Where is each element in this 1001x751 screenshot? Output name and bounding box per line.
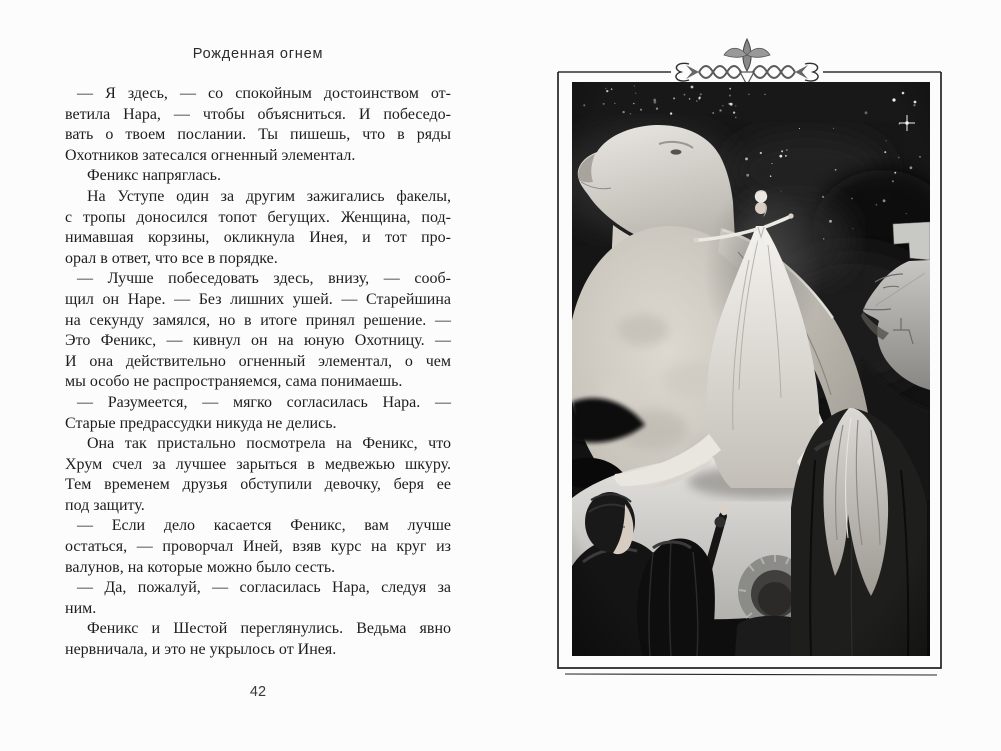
text-line: орал в ответ, что все в порядке. bbox=[65, 249, 278, 267]
paragraph bbox=[65, 434, 451, 516]
text-line: мы особо не распространяемся, сама понимаешь. bbox=[65, 373, 403, 391]
text-line: ним. bbox=[65, 599, 97, 617]
page-number: 42 bbox=[249, 684, 267, 700]
text-line: — Да, пожалуй, — согласилась Нара, следуя за bbox=[77, 579, 451, 597]
running-header: Рожденная огнем bbox=[192, 46, 324, 62]
text-line: На Уступе один за другим зажигались факелы, bbox=[87, 187, 451, 205]
text-line: вать о твоем послании. Ты пишешь, что в ряды bbox=[65, 126, 451, 144]
paragraph bbox=[65, 578, 451, 619]
text-line: с тропы доносился топот бегущих. Женщина, под- bbox=[65, 208, 451, 226]
text-line: — Лучше побеседовать здесь, внизу, — сооб- bbox=[77, 270, 451, 288]
text-line: остаться, — проворчал Иней, взяв курс на круг из bbox=[65, 538, 451, 556]
text-line: — Я здесь, — со спокойным достоинством от- bbox=[77, 85, 451, 102]
illustration-night-scene bbox=[553, 82, 948, 656]
text-line: щил он Наре. — Без лишних ушей. — Старейшина bbox=[65, 290, 451, 308]
paragraph bbox=[65, 84, 451, 166]
text-line: под защиту. bbox=[65, 496, 145, 514]
illustration-page bbox=[553, 30, 948, 680]
text-line: Феникс и Шестой переглянулись. Ведьма явно bbox=[87, 620, 451, 638]
text-line: нимавшая корзины, окликнула Инея, и тот про- bbox=[65, 229, 451, 247]
text-line: И она действительно огненный элементал, о чем bbox=[65, 352, 451, 370]
text-line: — Разумеется, — мягко согласилась Нара. — bbox=[77, 393, 451, 411]
paragraph bbox=[65, 166, 451, 187]
paragraph bbox=[65, 393, 451, 434]
text-line: Это Феникс, — кивнул он на юную Охотницу. — bbox=[65, 332, 451, 350]
chapter-ornament-icon bbox=[558, 39, 941, 85]
vignette bbox=[572, 82, 930, 656]
paragraph bbox=[65, 187, 451, 269]
paragraph bbox=[65, 619, 451, 660]
paragraph bbox=[65, 516, 451, 578]
text-line: нервничала, и это не укрылось от Инея. bbox=[65, 641, 337, 659]
text-line: — Если дело касается Феникс, вам лучше bbox=[77, 517, 451, 535]
text-line: Тем временем друзья обступили девочку, беря ее bbox=[65, 476, 451, 494]
text-line: Старые предрассудки никуда не делись. bbox=[65, 414, 337, 432]
text-line: Феникс напряглась. bbox=[87, 167, 221, 185]
text-line: Охотников затесался огненный элементал. bbox=[65, 146, 356, 164]
text-line: Она так пристально посмотрела на Феникс, что bbox=[87, 435, 451, 453]
body-text bbox=[65, 84, 451, 661]
text-line: Хрум счел за лучшее зарыться в медвежью шкуру. bbox=[65, 455, 451, 473]
text-line: валунов, на которые можно было сесть. bbox=[65, 558, 336, 576]
text-line: ветила Нара, — чтобы объясниться. И побеседо- bbox=[65, 105, 451, 123]
text-line: на секунду замялся, но в итоге принял решение. — bbox=[65, 311, 451, 329]
paragraph bbox=[65, 269, 451, 393]
